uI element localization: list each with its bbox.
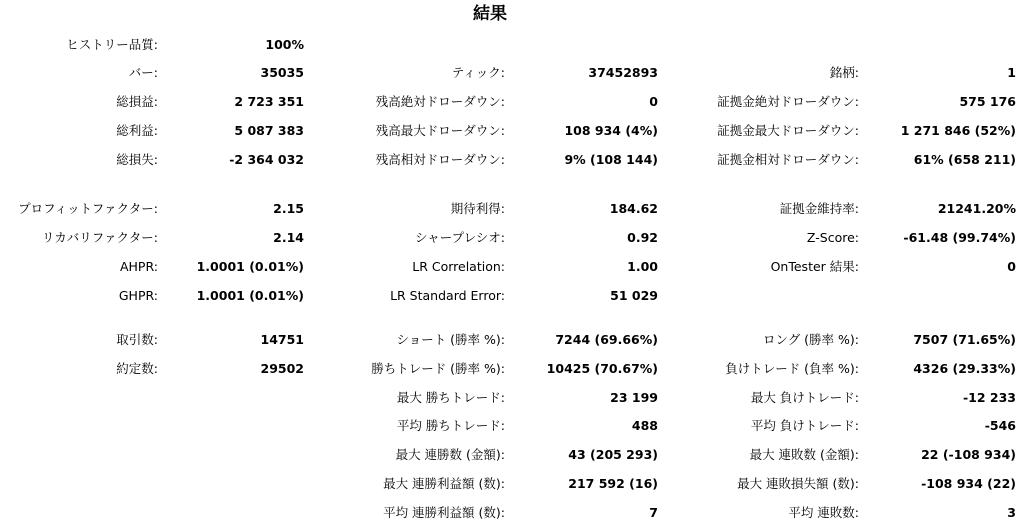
stat-label: 平均 負けトレード:	[750, 418, 859, 433]
stat-label: 総損失:	[116, 152, 158, 167]
stat-label: プロフィットファクター:	[18, 201, 158, 216]
stat-label: 総損益:	[116, 94, 158, 109]
stats-row	[0, 325, 1024, 354]
stat-label: 約定数:	[116, 361, 158, 376]
stat-label	[0, 469, 158, 498]
stat-label: 平均 連敗数:	[788, 505, 859, 520]
stat-value: 0	[1007, 259, 1016, 274]
stat-label: GHPR:	[118, 288, 158, 303]
stat-label: 残高相対ドローダウン:	[375, 152, 505, 167]
stat-label: 残高絶対ドローダウン:	[375, 94, 505, 109]
stat-value: 1.0001 (0.01%)	[196, 259, 304, 274]
stat-value	[166, 469, 304, 498]
stat-label: 最大 連勝数 (金額):	[395, 447, 505, 462]
stat-value: 29502	[260, 361, 304, 376]
stat-value: -2 364 032	[229, 152, 304, 167]
stat-value: 10425 (70.67%)	[546, 361, 658, 376]
stat-label: 取引数:	[116, 332, 158, 347]
stat-label	[668, 281, 859, 310]
stat-value: 14751	[260, 332, 304, 347]
stat-value	[166, 498, 304, 527]
stat-value: 2.15	[273, 201, 304, 216]
stat-label	[0, 498, 158, 527]
stats-row	[0, 30, 1024, 59]
stat-value: 9% (108 144)	[564, 152, 658, 167]
stat-value: 43 (205 293)	[568, 447, 658, 462]
stats-row	[0, 116, 1024, 145]
stat-label: ヒストリー品質:	[66, 37, 158, 52]
stat-value: 7	[649, 505, 658, 520]
stat-value: 0.92	[627, 230, 658, 245]
stat-label: ショート (勝率 %):	[396, 332, 505, 347]
stat-value	[166, 411, 304, 440]
stats-row	[0, 354, 1024, 383]
stat-value: 37452893	[588, 65, 658, 80]
stats-row	[0, 58, 1024, 87]
stat-label: 証拠金最大ドローダウン:	[717, 123, 859, 138]
stats-row	[0, 469, 1024, 498]
stat-label: 最大 連敗数 (金額):	[749, 447, 859, 462]
stat-label: ティック:	[451, 65, 505, 80]
stat-value	[166, 383, 304, 412]
stat-label: バー:	[128, 65, 158, 80]
stat-label: ロング (勝率 %):	[762, 332, 859, 347]
stat-value: 61% (658 211)	[913, 152, 1016, 167]
stats-row	[0, 223, 1024, 252]
stat-label: 証拠金維持率:	[779, 201, 859, 216]
stat-label: 最大 連敗損失額 (数):	[737, 476, 859, 491]
stat-value: 108 934 (4%)	[564, 123, 658, 138]
stat-label: 最大 負けトレード:	[750, 390, 859, 405]
stat-label: 平均 連勝利益額 (数):	[383, 505, 505, 520]
stat-label: 銘柄:	[829, 65, 859, 80]
stat-value: -12 233	[962, 390, 1016, 405]
stat-value: 1.0001 (0.01%)	[196, 288, 304, 303]
stat-value: 7244 (69.66%)	[555, 332, 658, 347]
stat-value: 1	[1007, 65, 1016, 80]
stat-label	[314, 30, 505, 59]
stat-value: 2.14	[273, 230, 304, 245]
stat-label: 総利益:	[116, 123, 158, 138]
stat-label: LR Standard Error:	[390, 288, 505, 303]
stat-label: 勝ちトレード (勝率 %):	[371, 361, 505, 376]
stat-value: 51 029	[610, 288, 658, 303]
stat-label: 最大 勝ちトレード:	[396, 390, 505, 405]
stat-label: 残高最大ドローダウン:	[375, 123, 505, 138]
stat-value: 4326 (29.33%)	[913, 361, 1016, 376]
stat-value: 184.62	[609, 201, 658, 216]
stat-value	[864, 281, 1016, 310]
stat-value	[510, 30, 658, 59]
stat-value: 5 087 383	[234, 123, 304, 138]
stat-value: 1.00	[627, 259, 658, 274]
stat-value: 1 271 846 (52%)	[900, 123, 1016, 138]
stat-value: -61.48 (99.74%)	[903, 230, 1016, 245]
stats-row	[0, 383, 1024, 412]
stat-value: 21241.20%	[937, 201, 1016, 216]
stat-value: -546	[984, 418, 1016, 433]
stat-value: 35035	[260, 65, 304, 80]
stat-label: 証拠金絶対ドローダウン:	[717, 94, 859, 109]
stat-label: Z-Score:	[806, 230, 859, 245]
stat-label	[0, 440, 158, 469]
stats-row	[0, 440, 1024, 469]
stat-value	[864, 30, 1016, 59]
stat-label: リカバリファクター:	[41, 230, 158, 245]
stat-label	[668, 30, 859, 59]
stat-value: 7507 (71.65%)	[913, 332, 1016, 347]
stats-row	[0, 281, 1024, 310]
results-title: 結果	[473, 4, 507, 24]
stats-row	[0, 252, 1024, 281]
stat-label: 負けトレード (負率 %):	[725, 361, 859, 376]
stat-value: 23 199	[610, 390, 658, 405]
stat-value: 100%	[265, 37, 304, 52]
stat-value: 3	[1007, 505, 1016, 520]
stat-label: 最大 連勝利益額 (数):	[383, 476, 505, 491]
stats-row	[0, 498, 1024, 527]
stat-label: LR Correlation:	[412, 259, 505, 274]
stats-row	[0, 87, 1024, 116]
stat-value: 217 592 (16)	[568, 476, 658, 491]
stat-value: 0	[649, 94, 658, 109]
stat-value: 488	[631, 418, 658, 433]
stat-value	[166, 440, 304, 469]
stats-row	[0, 194, 1024, 223]
stat-value: 22 (-108 934)	[921, 447, 1016, 462]
stat-value: 575 176	[959, 94, 1016, 109]
stat-label: シャープレシオ:	[414, 230, 505, 245]
stats-row	[0, 411, 1024, 440]
stat-label	[0, 411, 158, 440]
stat-value: -108 934 (22)	[921, 476, 1016, 491]
stat-label: AHPR:	[119, 259, 158, 274]
stat-label: OnTester 結果:	[770, 259, 859, 274]
stat-label	[0, 383, 158, 412]
stat-label: 証拠金相対ドローダウン:	[717, 152, 859, 167]
stats-row	[0, 145, 1024, 174]
stat-label: 期待利得:	[450, 201, 505, 216]
stat-label: 平均 勝ちトレード:	[396, 418, 505, 433]
stat-value: 2 723 351	[234, 94, 304, 109]
